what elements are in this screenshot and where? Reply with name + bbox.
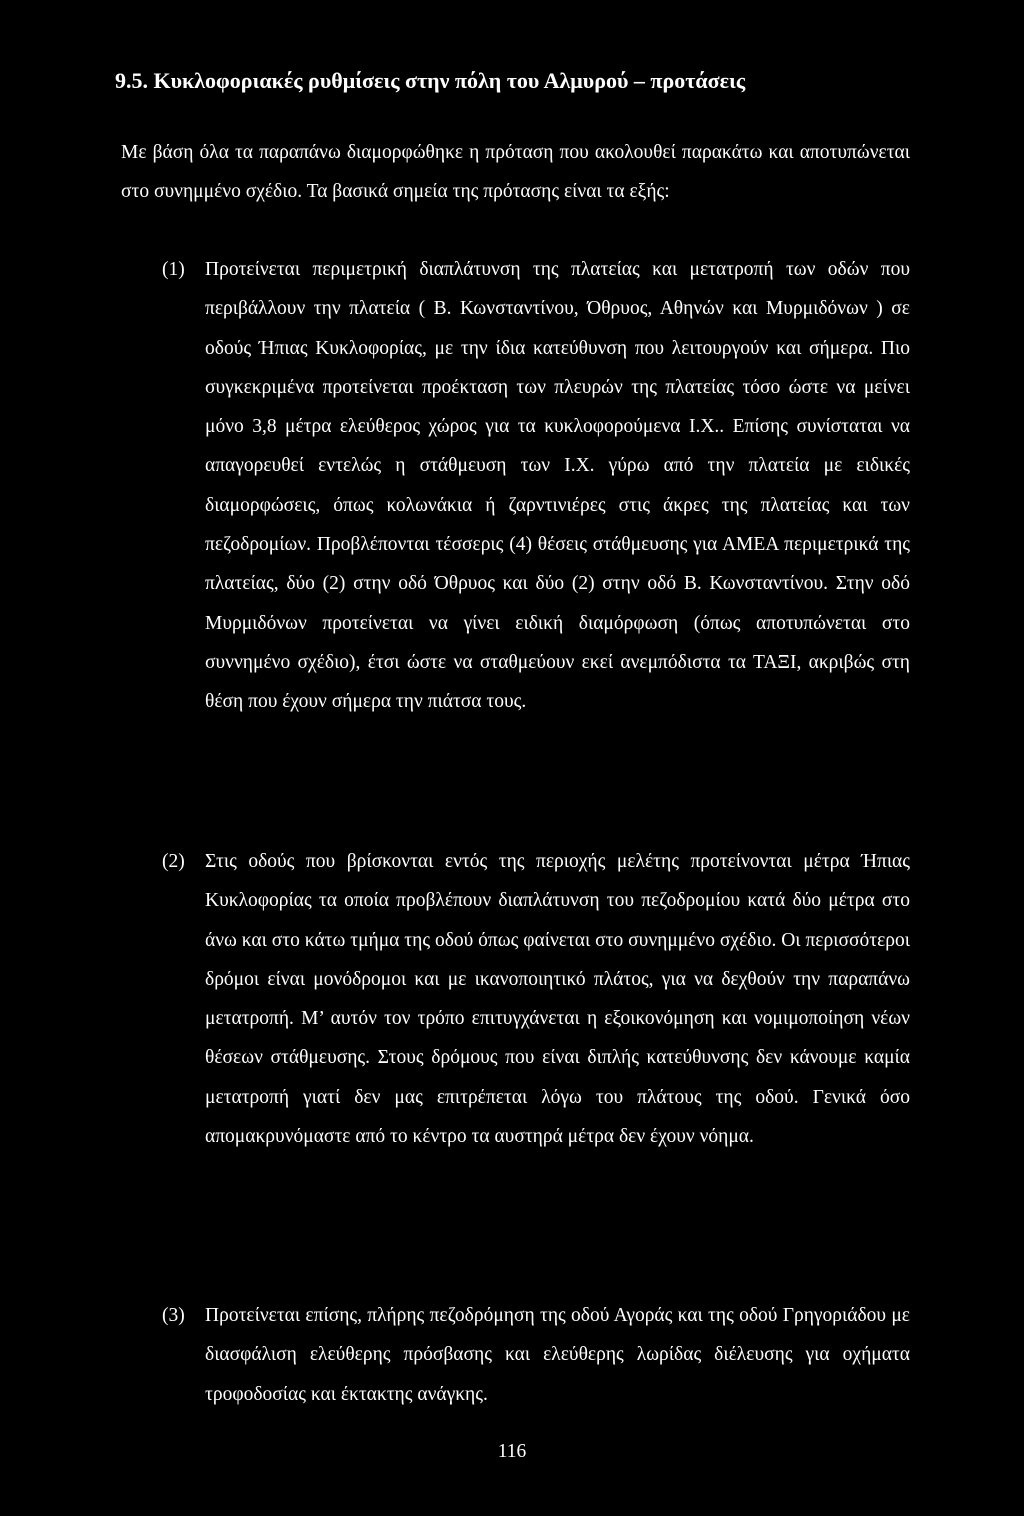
- list-item-number: (3): [162, 1305, 185, 1326]
- page-number: 116: [497, 1441, 527, 1462]
- list-item-text: Στις οδούς που βρίσκονται εντός της περιοχής μελέτης προτείνονται μέτρα Ήπιας Κυκλοφορίας τα οποία προβλέπουν διαπλάτυνση του πεζοδρομίου κατά δύο μέτρα στο άνω και στο κάτω τμήμα της οδού όπως φαίνεται στο συνημμένο σχέδιο. Οι περισσότεροι δρόμοι είναι μονόδρομοι και με ικανοποιητικό πλάτος, για να δεχθούν την παραπάνω μετατροπή. Μ’ αυτόν τον τρόπο επιτυγχάνεται η εξοικονόμηση και νομιμοποίηση νέων θέσεων στάθμευσης. Στους δρόμους που είναι διπλής κατεύθυνσης δεν κάνουμε καμία μετατροπή γιατί δεν μας επιτρέπεται λόγω του πλάτους της οδού. Γενικά όσο απομακρυνόμαστε από το κέντρο τα αυστηρά μέτρα δεν έχουν νόημα.: [205, 851, 910, 1148]
- list-item-text: Προτείνεται επίσης, πλήρης πεζοδρόμηση της οδού Αγοράς και της οδού Γρηγοριάδου με διασφάλιση ελεύθερης πρόσβασης και ελεύθερης λωρίδας διέλευσης για οχήματα τροφοδοσίας και έκτακτης ανάγκης.: [205, 1305, 910, 1405]
- list-item: [162, 1296, 910, 1414]
- list-item: [162, 250, 910, 722]
- section-heading: 9.5. Κυκλοφοριακές ρυθμίσεις στην πόλη του Αλμυρού – προτάσεις: [115, 68, 746, 93]
- list-item-number: (1): [162, 259, 185, 280]
- intro-paragraph: Με βάση όλα τα παραπάνω διαμορφώθηκε η πρόταση που ακολουθεί παρακάτω και αποτυπώνεται στο συνημμένο σχέδιο. Τα βασικά σημεία της πρότασης είναι τα εξής:: [121, 142, 910, 202]
- list-item-number: (2): [162, 851, 185, 872]
- list-item-text: Προτείνεται περιμετρική διαπλάτυνση της πλατείας και μετατροπή των οδών που περιβάλλουν την πλατεία ( Β. Κωνσταντίνου, Όθρυος, Αθηνών και Μυρμιδόνων ) σε οδούς Ήπιας Κυκλοφορίας, με την ίδια κατεύθυνση που λειτουργούν και σήμερα. Πιο συγκεκριμένα προτείνεται προέκταση των πλευρών της πλατείας τόσο ώστε να μείνει μόνο 3,8 μέτρα ελεύθερος χώρος για τα κυκλοφορούμενα Ι.Χ.. Επίσης συνίσταται να απαγορευθεί εντελώς η στάθμευση των Ι.Χ. γύρω από την πλατεία με ειδικές διαμορφώσεις, όπως κολωνάκια ή ζαρντινιέρες στις άκρες της πλατείας και των πεζοδρομίων. Προβλέπονται τέσσερις (4) θέσεις στάθμευσης για ΑΜΕΑ περιμετρικά της πλατείας, δύο (2) στην οδό Όθρυος και δύο (2) στην οδό Β. Κωνσταντίνου. Στην οδό Μυρμιδόνων προτείνεται να γίνει ειδική διαμόρφωση (όπως αποτυπώνεται στο συννημένο σχέδιο), έτσι ώστε να σταθμεύουν εκεί ανεμπόδιστα τα ΤΑΞΙ, ακριβώς στη θέση που έχουν σήμερα την πιάτσα τους.: [205, 259, 910, 713]
- list-item: [162, 842, 910, 1156]
